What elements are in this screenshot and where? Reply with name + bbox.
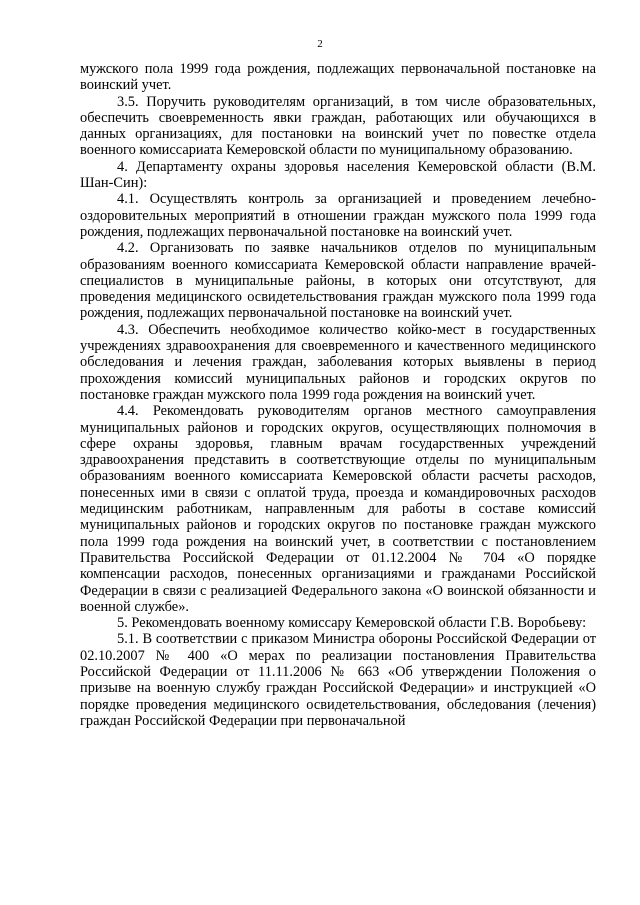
- paragraph-4-3: 4.3. Обеспечить необходимое количество койко-мест в государственных учреждениях здравоохранения для своевременного и качественного медицинского обследования и лечения граждан, заболевания которых выявлены в период прохождения комиссий муниципальных районов и городских округов по постановке граждан мужского пола 1999 года рождения на воинский учет.: [80, 321, 596, 403]
- document-body: [80, 61, 596, 729]
- page-number: 2: [317, 38, 323, 50]
- paragraph-4: 4. Департаменту охраны здоровья населения Кемеровской области (В.М. Шан-Син):: [80, 158, 596, 192]
- paragraph-3-5: 3.5. Поручить руководителям организаций, в том числе образовательных, обеспечить своевременность явки граждан, работающих или обучающихся в данных организациях, для постановки на воинский учет по повестке отдела военного комиссариата Кемеровской области по муниципальному образованию.: [80, 93, 596, 159]
- paragraph-4-4: 4.4. Рекомендовать руководителям органов местного самоуправления муниципальных районов и городских округов, осуществляющих полномочия в сфере охраны здоровья, главным врачам государственных учреждений здравоохранения представить в соответствующие отделы по муниципальным образованиям военного комиссариата Кемеровской области расчеты расходов, понесенных ими в связи с оплатой труда, проезда и командировочных расходов медицинским работникам, направленным для работы в составе комиссий муниципальных районов и городских округов по постановке граждан мужского пола 1999 года рождения на воинский учет, в соответствии с постановлением Правительства Российской Федерации от 01.12.2004 № 704 «О порядке компенсации расходов, понесенных организациями и гражданами Российской Федерации в связи с реализацией Федерального закона «О воинской обязанности и военной службе».: [80, 403, 596, 615]
- paragraph-continuation: мужского пола 1999 года рождения, подлежащих первоначальной постановке на воинский учет.: [80, 61, 596, 94]
- paragraph-5: 5. Рекомендовать военному комиссару Кемеровской области Г.В. Воробьеву:: [117, 615, 587, 632]
- paragraph-5-1: 5.1. В соответствии с приказом Министра обороны Российской Федерации от 02.10.2007 № 400 «О мерах по реализации постановления Правительства Российской Федерации от 11.11.2006 № 663 «Об утверждении Положения о призыве на военную службу граждан Российской Федерации» и инструкцией «О порядке проведения медицинского освидетельствования, обследования (лечения) граждан Российской Федерации при первоначальной: [80, 631, 596, 729]
- paragraph-4-1: 4.1. Осуществлять контроль за организацией и проведением лечебно-оздоровительных мероприятий в отношении граждан мужского пола 1999 года рождения, подлежащих первоначальной постановке на воинский учет.: [80, 191, 596, 240]
- paragraph-4-2: 4.2. Организовать по заявке начальников отделов по муниципальным образованиям военного комиссариата Кемеровской области направление врачей-специалистов в муниципальные районы, в которых они отсутствуют, для проведения медицинского освидетельствования граждан мужского пола 1999 года рождения, подлежащих первоначальной постановке на воинский учет.: [80, 240, 596, 322]
